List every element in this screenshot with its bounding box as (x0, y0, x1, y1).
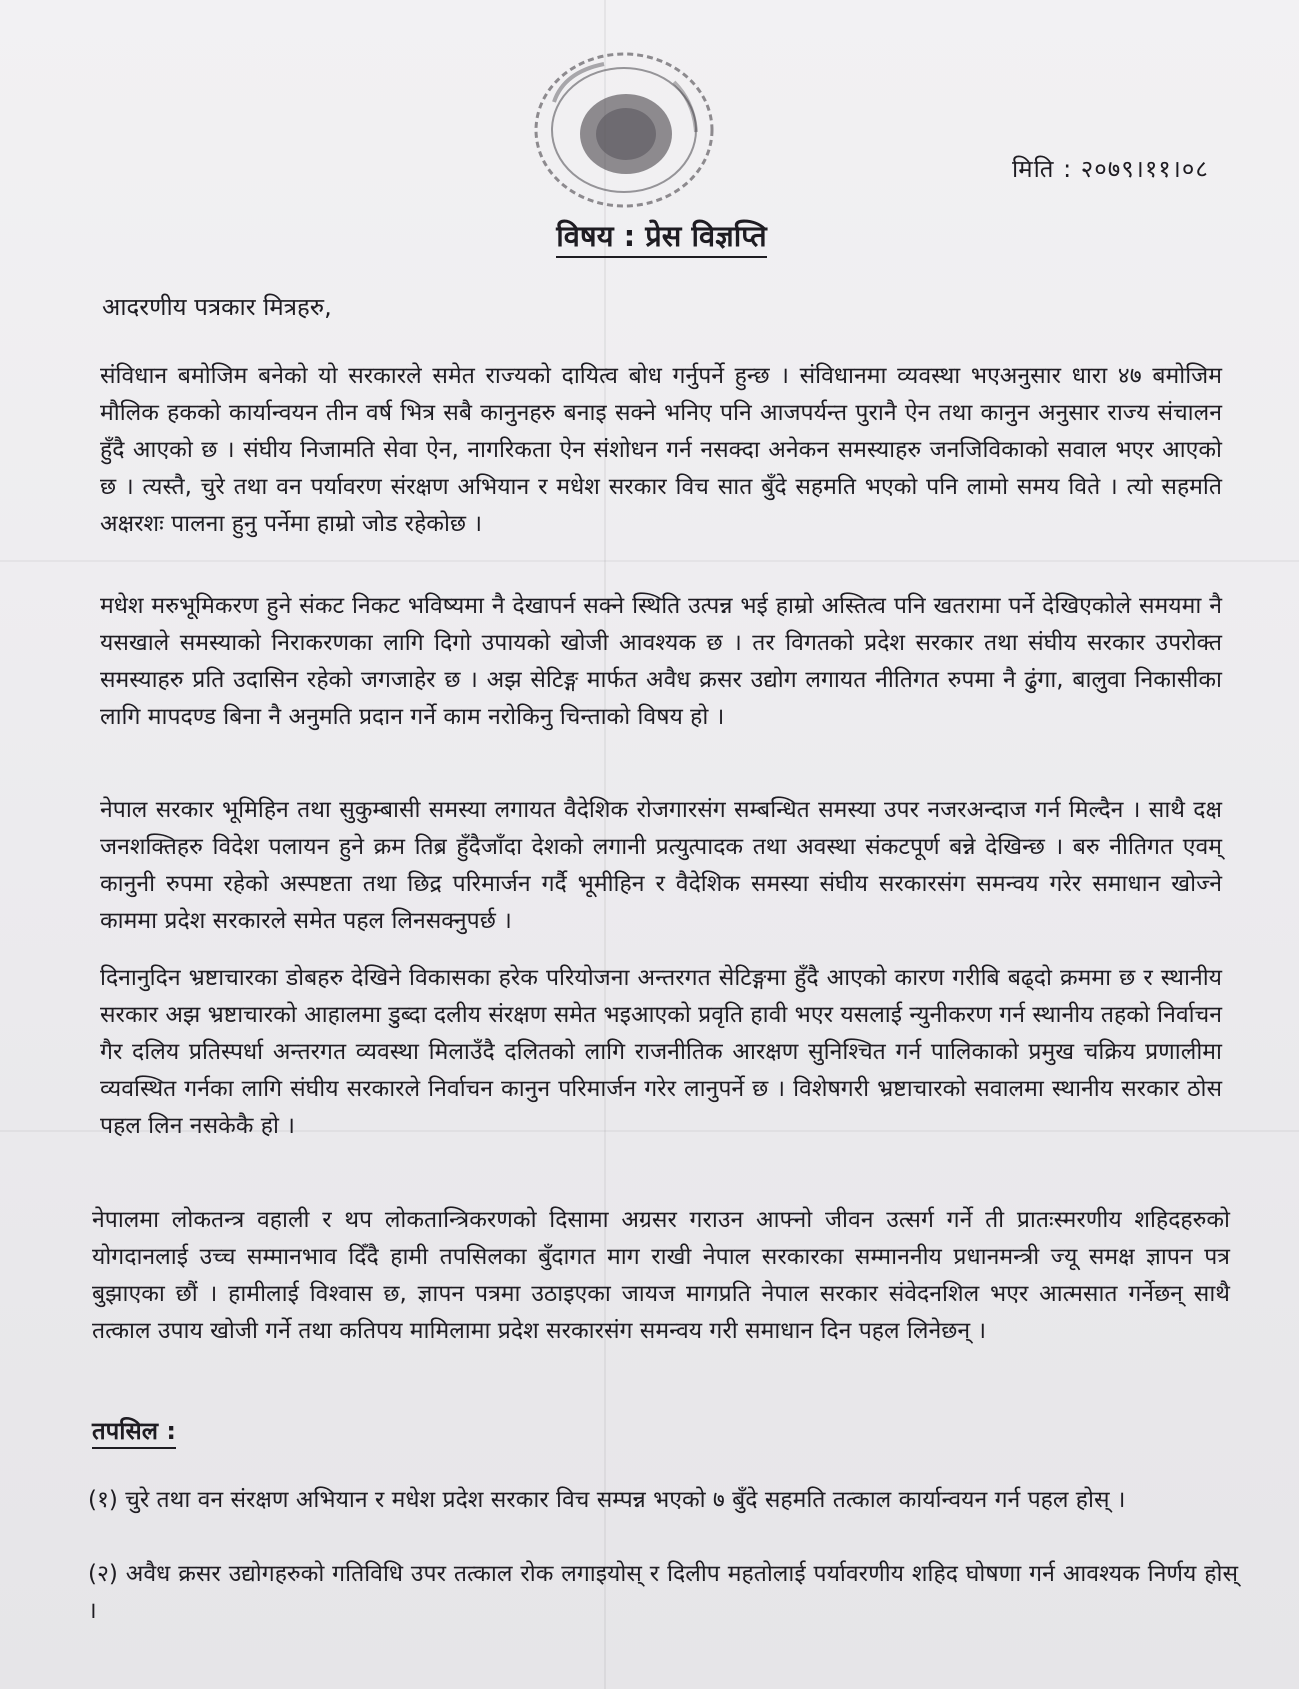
fold-line (0, 560, 1299, 562)
annex-heading (92, 1414, 176, 1447)
document-date: मिति : २०७९।११।०८ (1012, 155, 1209, 183)
paragraph: दिनानुदिन भ्रष्टाचारका डोबहरु देखिने विकासका हरेक परियोजना अन्तरगत सेटिङ्गमा हुँदै आएको कारण गरीबि बढ्दो क्रममा छ र स्थानीय सरकार अझ भ्रष्टाचारको आहालमा डुब्दा दलीय संरक्षण समेत भइआएको प्रवृति हावी भएर यसलाई न्युनीकरण गर्न स्थानीय तहको निर्वाचन गैर दलिय प्रतिस्पर्धा अन्तरगत व्यवस्था मिलाउँदै दलितको लागि राजनीतिक आरक्षण सुनिश्चित गर्न पालिकाको प्रमुख चक्रिय प्रणालीमा व्यवस्थित गर्नका लागि संघीय सरकारले निर्वाचन कानुन परिमार्जन गरेर लानुपर्ने छ । विशेषगरी भ्रष्टाचारको सवालमा स्थानीय सरकार ठोस पहल लिन नसकेकै हो । (100, 965, 1222, 1139)
paragraph: मधेश मरुभूमिकरण हुने संकट निकट भविष्यमा नै देखापर्न सक्ने स्थिति उत्पन्न भई हाम्रो अस्तित्व पनि खतरामा पर्ने देखिएकोले समयमा नै यसखाले समस्याको निराकरणका लागि दिगो उपायको खोजी आवश्यक छ । तर विगतको प्रदेश सरकार तथा संघीय सरकार उपरोक्त समस्याहरु प्रति उदासिन रहेको जगजाहेर छ । अझ सेटिङ्ग मार्फत अवैध क्रसर उद्योग लगायत नीतिगत रुपमा नै ढुंगा, बालुवा निकासीका लागि मापदण्ड बिना नै अनुमति प्रदान गर्ने काम नरोकिनु चिन्ताको विषय हो । (100, 593, 1222, 730)
subject-heading (0, 216, 1299, 255)
annex-item: (२) अवैध क्रसर उद्योगहरुको गतिविधि उपर तत्काल रोक लगाइयोस् र दिलीप महतोलाई पर्यावरणीय शहिद घोषणा गर्न आवश्यक निर्णय होस् । (88, 1561, 1238, 1624)
subject-text: विषय : प्रेस विज्ञप्ति (556, 219, 766, 258)
annex-title-text: तपसिल : (92, 1417, 176, 1449)
paragraph: नेपालमा लोकतन्त्र वहाली र थप लोकतान्त्रिकरणको दिसामा अग्रसर गराउन आफ्नो जीवन उत्सर्ग गर्ने ती प्रातःस्मरणीय शहिदहरुको योगदानलाई उच्च सम्मानभाव दिँदै हामी तपसिलका बुँदागत माग राखी नेपाल सरकारका सम्माननीय प्रधानमन्त्री ज्यू समक्ष ज्ञापन पत्र बुझाएका छौं । हामीलाई विश्वास छ, ज्ञापन पत्रमा उठाइएका जायज मागप्रति नेपाल सरकार संवेदनशिल भएर आत्मसात गर्नेछन् साथै तत्काल उपाय खोजी गर्ने तथा कतिपय मामिलामा प्रदेश सरकारसंग समन्वय गरी समाधान दिन पहल लिनेछन् । (92, 1207, 1230, 1344)
salutation: आदरणीय पत्रकार मित्रहरु, (102, 293, 332, 321)
annex-item: (१) चुरे तथा वन संरक्षण अभियान र मधेश प्रदेश सरकार विच सम्पन्न भएको ७ बुँदे सहमति तत्काल कार्यान्वयन गर्न पहल होस् । (88, 1487, 1126, 1513)
stamp-seal (524, 42, 724, 212)
paragraph: नेपाल सरकार भूमिहिन तथा सुकुम्बासी समस्या लगायत वैदेशिक रोजगारसंग सम्बन्धित समस्या उपर नजरअन्दाज गर्न मिल्दैन । साथै दक्ष जनशक्तिहरु विदेश पलायन हुने क्रम तिब्र हुँदैजाँदा देशको लगानी प्रत्युत्पादक तथा अवस्था संकटपूर्ण बन्ने देखिन्छ । बरु नीतिगत एवम् कानुनी रुपमा रहेको अस्पष्टता तथा छिद्र परिमार्जन गर्दै भूमीहिन र वैदेशिक समस्या संघीय सरकारसंग समन्वय गरेर समाधान खोज्ने काममा प्रदेश सरकारले समेत पहल लिनसक्नुपर्छ । (100, 797, 1222, 934)
paragraph: संविधान बमोजिम बनेको यो सरकारले समेत राज्यको दायित्व बोध गर्नुपर्ने हुन्छ । संविधानमा व्यवस्था भएअनुसार धारा ४७ बमोजिम मौलिक हकको कार्यान्वयन तीन वर्ष भित्र सबै कानुनहरु बनाइ सक्ने भनिए पनि आजपर्यन्त पुरानै ऐन तथा कानुन अनुसार राज्य संचालन हुँदै आएको छ । संघीय निजामति सेवा ऐन, नागरिकता ऐन संशोधन गर्न नसक्दा अनेकन समस्याहरु जनजिविकाको सवाल भएर आएको छ । त्यस्तै, चुरे तथा वन पर्यावरण संरक्षण अभियान र मधेश सरकार विच सात बुँदे सहमति भएको पनि लामो समय विते । त्यो सहमति अक्षरशः पालना हुनु पर्नेमा हाम्रो जोड रहेकोछ । (100, 363, 1222, 537)
